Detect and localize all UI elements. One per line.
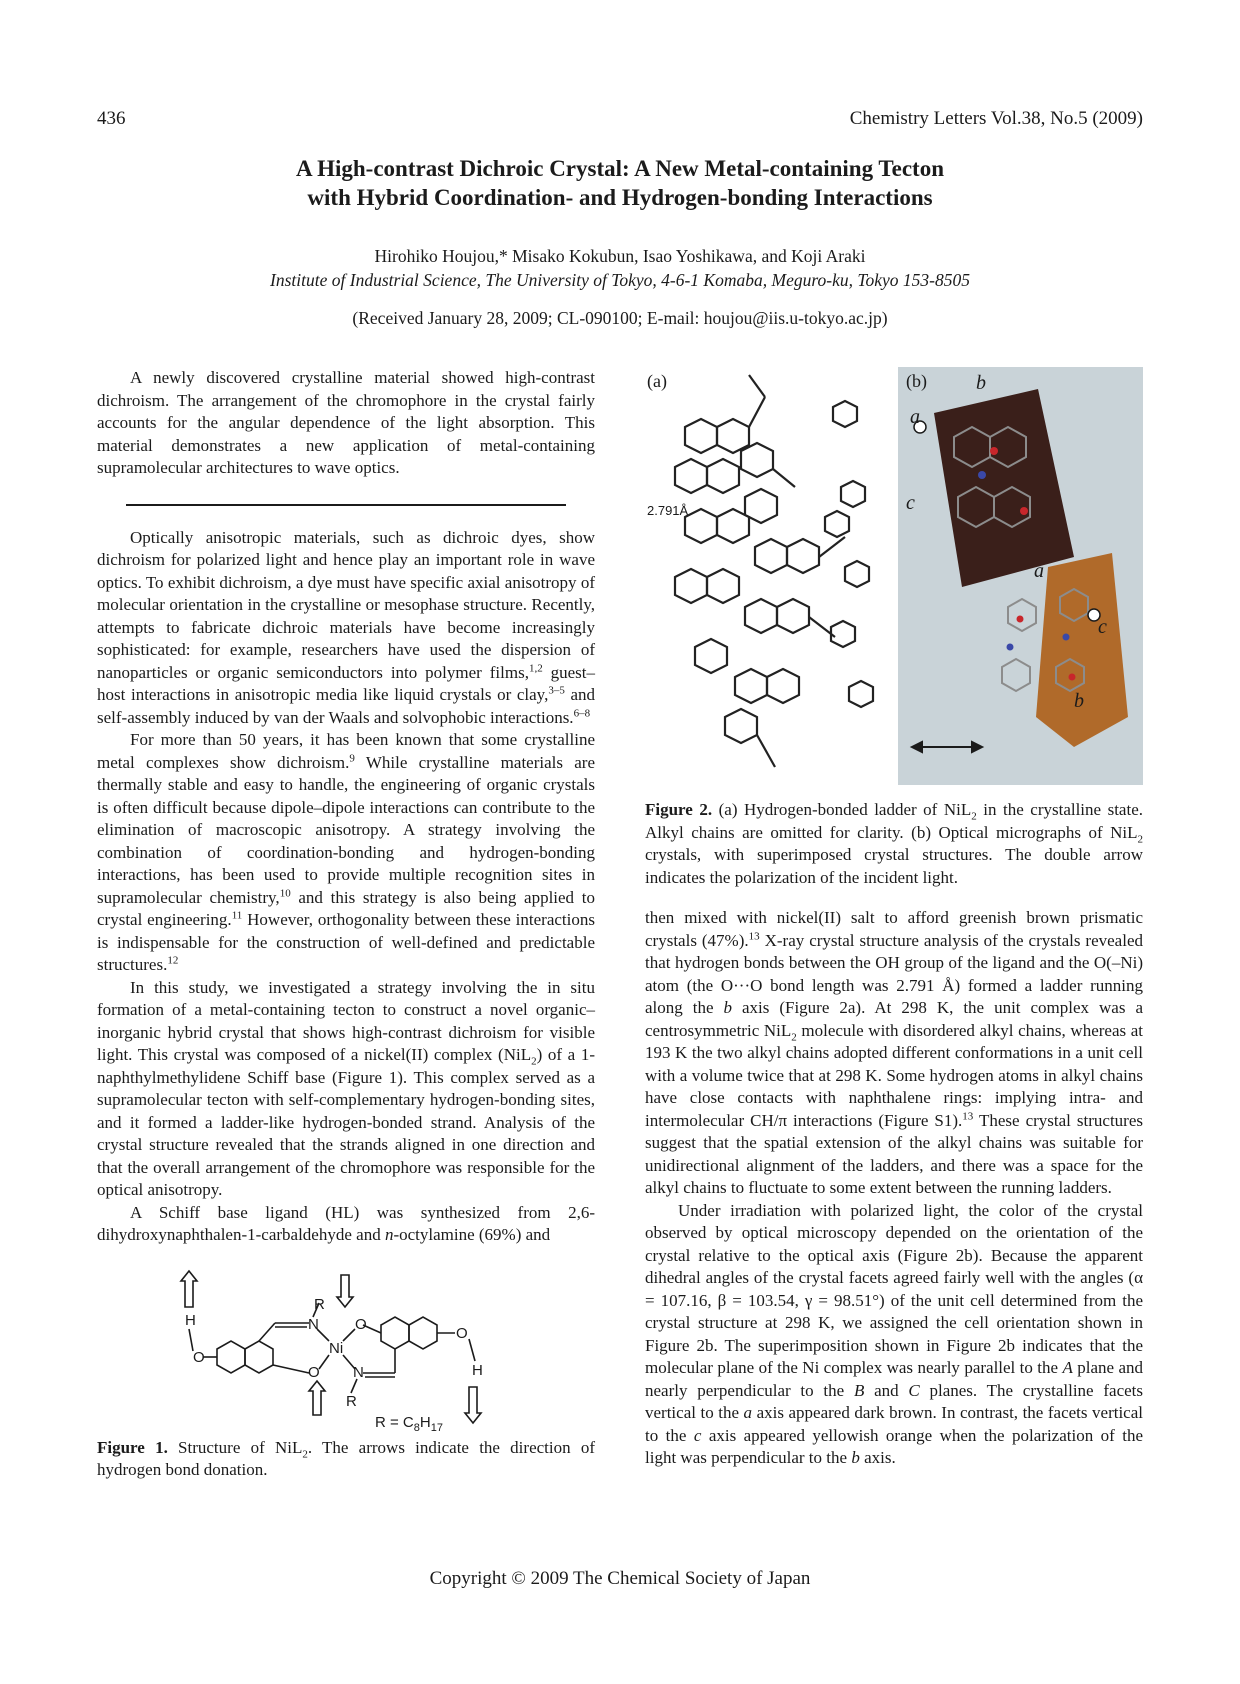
received-line: (Received January 28, 2009; CL-090100; E-mail: houjou@iis.u-tokyo.ac.jp) xyxy=(352,308,888,328)
atom-label: Ni xyxy=(329,1339,344,1357)
body-paragraph-6: Under irradiation with polarized light, the color of the crystal observed by optical microscopy depended on the orientation of the crystal relative to the optical axis (Figure 2b). Because the apparent dihedral angles of the crystal facets agreed fairly well with the angles (α = 107.16, β = 103.54, γ = 98.51°) of the unit cell determined from the crystal structure at 298 K, we assigned the cell orientation shown in Figure 2b. The superimposition shown in Figure 2b indicates that the molecular plane of the Ni complex was nearly parallel to the A plane and nearly perpendicular to the B and C planes. The crystalline facets vertical to the a axis appeared dark brown. In contrast, the facets vertical to the c axis appeared yellowish orange when the polarization of the light was perpendicular to the b axis. xyxy=(645,1200,1144,1467)
axis-label-b: b xyxy=(1074,690,1084,712)
atom-label: O xyxy=(308,1363,320,1381)
citation: 12 xyxy=(167,954,179,967)
micrograph-image xyxy=(898,367,1143,785)
axis-label-b: b xyxy=(976,372,986,394)
left-column xyxy=(97,367,595,1482)
figure-2-caption: Figure 2. (a) Hydrogen-bonded ladder of NiL$_2$ in the crystalline state. Alkyl chains are omitted for clarity. (b) Optical micrographs of NiL$_2$ crystals, with superimposed crystal structures. The double arrow indicates the polarization of the incident light. xyxy=(645,800,1143,887)
nil2-structure-diagram xyxy=(97,1267,595,1437)
page-number: 436 xyxy=(97,108,126,129)
figure-1-structure xyxy=(97,1267,595,1437)
citation: 13 xyxy=(962,1109,974,1122)
running-head xyxy=(97,108,1143,130)
atom-label: R xyxy=(314,1295,325,1313)
citation: 3–5 xyxy=(548,684,565,697)
figure-1-caption: Figure 1. Structure of NiL$_2$. The arrows indicate the direction of hydrogen bond donation. xyxy=(97,1437,595,1479)
title-block xyxy=(97,154,1143,330)
citation: 11 xyxy=(231,909,243,922)
figure-label: Figure 1. xyxy=(97,1437,168,1457)
abstract-divider xyxy=(126,504,566,506)
author-list: Hirohiko Houjou,* Misako Kokubun, Isao Yoshikawa, and Koji Araki xyxy=(374,246,866,266)
body-paragraph-5: then mixed with nickel(II) salt to afford greenish brown prismatic crystals (47%).$^{13}$ X-ray crystal structure analysis of the crystals revealed that hydrogen bonds between the OH group of the ligand and the O(–Ni) atom (the O···O bond length was 2.791 Å) formed a ladder running along the b axis (Figure 2a). At 298 K, the unit complex was a centrosymmetric NiL$_2$ molecule with disordered alkyl chains, whereas at 193 K the two alkyl chains adopted different conformations in a unit cell with a volume twice that at 298 K. Some hydrogen atoms in alkyl chains have close contacts with naphthalene rings: implying intra- and intermolecular CH/π interactions (Figure S1).$^{13}$ These crystal structures suggest that the spatial extension of the alkyl chains was suitable for unidirectional alignment of the ladders, and there was a space for the alkyl chains to fluctuate to some extent between the running ladders. xyxy=(645,908,1143,1197)
r-definition: $R = C_8H_{17}$ xyxy=(375,1413,443,1434)
affiliation: Institute of Industrial Science, The University of Tokyo, 4-6-1 Komaba, Meguro-ku, Tokyo 153-8505 xyxy=(270,270,970,290)
citation: 13 xyxy=(748,929,760,942)
body-paragraph-4: A Schiff base ligand (HL) was synthesized from 2,6-dihydroxynaphthalen-1-carbaldehyde and n-octylamine (69%) and xyxy=(97,1202,595,1244)
atom-label: O xyxy=(456,1324,468,1342)
atom-label: N xyxy=(353,1363,364,1381)
panel-label: (a) xyxy=(647,371,667,391)
axis-label-c: c xyxy=(906,492,915,514)
citation: 6–8 xyxy=(573,706,591,719)
title-line-2: with Hybrid Coordination- and Hydrogen-bonding Interactions xyxy=(307,185,933,210)
hbond-arrow-up-icon xyxy=(181,1271,197,1307)
title-line-1: A High-contrast Dichroic Crystal: A New Metal-containing Tecton xyxy=(296,156,944,181)
axis-label-c: c xyxy=(1098,616,1107,638)
atom-label: O xyxy=(355,1315,367,1333)
copyright-footer: Copyright © 2009 The Chemical Society of Japan xyxy=(429,1568,811,1589)
body-paragraph-3: In this study, we investigated a strategy involving the in situ formation of a metal-containing tecton to construct a novel organic–inorganic hybrid crystal that shows high-contrast dichroism for visible light. This crystal was composed of a nickel(II) complex (NiL$_2$) of a 1-naphthylmethylidene Schiff base (Figure 1). This complex served as a supramolecular tecton with self-complementary hydrogen-bonding sites, and it formed a ladder-like hydrogen-bonded strand. Analysis of the crystal structure revealed that the strands aligned in one direction and that the overall arrangement of the chromophore was responsible for the optical anisotropy. xyxy=(97,977,595,1199)
figure-label: Figure 2. xyxy=(645,800,713,819)
journal-citation: Chemistry Letters Vol.38, No.5 (2009) xyxy=(849,108,1143,129)
abstract: A newly discovered crystalline material showed high-contrast dichroism. The arrangement of the chromophore in the crystal fairly accounts for the angular dependence of the light absorption. This material demonstrates a new application of metal-containing supramolecular architectures to wave optics. xyxy=(97,368,595,477)
atom-label: H xyxy=(472,1361,483,1379)
axis-label-a: a xyxy=(910,406,920,428)
bond-length-label: 2.791Å xyxy=(647,503,689,518)
citation: 1,2 xyxy=(528,661,543,674)
citation: 9 xyxy=(349,751,355,764)
atom-label: H xyxy=(185,1311,196,1329)
axis-label-a: a xyxy=(1034,560,1044,582)
atom-label: R xyxy=(346,1392,357,1410)
hbond-arrow-up-icon xyxy=(309,1381,325,1415)
citation: 10 xyxy=(279,886,291,899)
body-paragraph-2: For more than 50 years, it has been known that some crystalline metal complexes show dichroism.$^9$ While crystalline materials are thermally stable and easy to handle, the engineering of organic crystals is often difficult because dipole–dipole interactions can contribute to the elimination of macroscopic anisotropy. A strategy involving the combination of coordination-bonding and hydrogen-bonding interactions, has been used to provide multiple recognition sites in supramolecular chemistry,$^{10}$ and this strategy is also being applied to crystal engineering.$^{11}$ However, orthogonality between these interactions is indispensable for the construction of well-defined and predictable structures.$^{12}$ xyxy=(97,730,596,974)
figure-2b-micrograph xyxy=(898,367,1143,785)
paper-title xyxy=(97,154,1143,212)
figure-2 xyxy=(645,367,1143,785)
panel-label: (b) xyxy=(906,371,927,391)
atom-label: O xyxy=(193,1348,205,1366)
figure-2a-ladder-structure xyxy=(645,367,890,785)
right-column xyxy=(645,367,1143,1470)
hbond-arrow-down-icon xyxy=(337,1275,353,1307)
atom-label: N xyxy=(308,1315,319,1333)
hbond-arrow-down-icon xyxy=(465,1387,481,1423)
body-paragraph-1: Optically anisotropic materials, such as dichroic dyes, show dichroism for polarized light and hence play an important role in wave optics. To exhibit dichroism, a dye must have specific axial anisotropy of molecular orientation in the crystalline or mesophase structure. Recently, attempts to fabricate dichroic materials have become increasingly sophisticated: for example, researchers have used the dispersion of nanoparticles or organic semiconductors into polymer films,$^{1,2}$ guest–host interactions in anisotropic media like liquid crystals or clay,$^{3-5}$ and self-assembly induced by van der Waals and solvophobic interactions.$^{6-8}$ xyxy=(97,527,596,727)
